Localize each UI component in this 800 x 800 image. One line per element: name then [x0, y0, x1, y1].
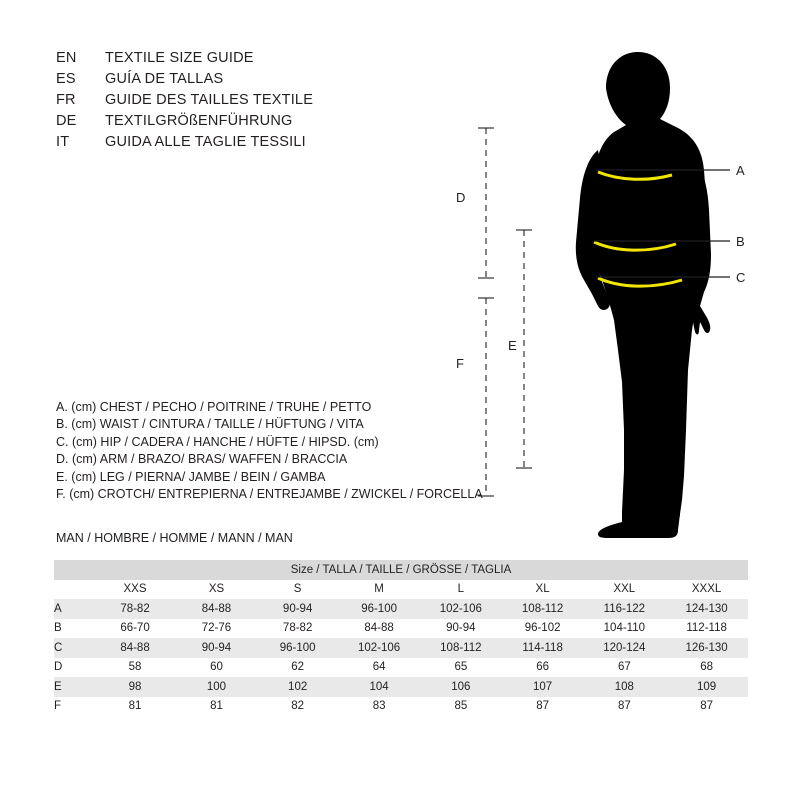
- title-text-en: TEXTILE SIZE GUIDE: [105, 50, 254, 66]
- column-xxxl: XXXL: [665, 580, 748, 600]
- body-diagram: [430, 30, 770, 540]
- row-label-b: B: [54, 619, 94, 639]
- cell-e-xxs: 98: [94, 677, 176, 697]
- table-row: [54, 677, 748, 697]
- cell-e-s: 102: [257, 677, 338, 697]
- marker-label-f: F: [456, 356, 464, 371]
- cell-e-xl: 107: [502, 677, 584, 697]
- column-s: S: [257, 580, 338, 600]
- table-header-label: Size / TALLA / TAILLE / GRÖSSE / TAGLIA: [54, 560, 748, 580]
- column-xs: XS: [176, 580, 257, 600]
- title-lang-de: DE: [56, 113, 77, 129]
- cell-a-l: 102-106: [420, 599, 502, 619]
- table-row: [54, 638, 748, 658]
- cell-a-xxl: 116-122: [583, 599, 665, 619]
- cell-f-xl: 87: [502, 697, 584, 717]
- cell-d-s: 62: [257, 658, 338, 678]
- cell-e-m: 104: [338, 677, 420, 697]
- title-row-fr: [56, 92, 476, 113]
- title-row-en: [56, 50, 476, 71]
- title-block: [56, 50, 476, 155]
- table-header-row: [54, 560, 748, 580]
- cell-b-xs: 72-76: [176, 619, 257, 639]
- dimension-d: [478, 128, 494, 278]
- cell-f-l: 85: [420, 697, 502, 717]
- legend-item-b: B. (cm) WAIST / CINTURA / TAILLE / HÜFTUNG / VITA: [56, 417, 364, 432]
- dimension-e: [516, 230, 532, 468]
- cell-a-m: 96-100: [338, 599, 420, 619]
- column-xl: XL: [502, 580, 584, 600]
- table-row: [54, 599, 748, 619]
- cell-d-xxl: 67: [583, 658, 665, 678]
- cell-c-xl: 114-118: [502, 638, 584, 658]
- column-xxl: XXL: [583, 580, 665, 600]
- cell-b-xxxl: 112-118: [665, 619, 748, 639]
- cell-e-xs: 100: [176, 677, 257, 697]
- cell-b-s: 78-82: [257, 619, 338, 639]
- cell-f-xxxl: 87: [665, 697, 748, 717]
- cell-e-xxl: 108: [583, 677, 665, 697]
- marker-label-c: C: [736, 270, 746, 285]
- cell-a-xxs: 78-82: [94, 599, 176, 619]
- row-label-e: E: [54, 677, 94, 697]
- title-text-de: TEXTILGRÖßENFÜHRUNG: [105, 113, 293, 129]
- column-xxs: XXS: [94, 580, 176, 600]
- cell-f-xxl: 87: [583, 697, 665, 717]
- table-row: [54, 697, 748, 717]
- cell-f-xs: 81: [176, 697, 257, 717]
- cell-b-xl: 96-102: [502, 619, 584, 639]
- legend-item-c: C. (cm) HIP / CADERA / HANCHE / HÜFTE / HIPSD. (cm): [56, 434, 379, 449]
- cell-c-xxs: 84-88: [94, 638, 176, 658]
- cell-c-xxl: 120-124: [583, 638, 665, 658]
- row-label-f: F: [54, 697, 94, 717]
- table-row: [54, 619, 748, 639]
- legend-item-d: D. (cm) ARM / BRAZO/ BRAS/ WAFFEN / BRACCIA: [56, 452, 348, 467]
- size-table: [54, 560, 748, 716]
- cell-c-xxxl: 126-130: [665, 638, 748, 658]
- cell-a-xs: 84-88: [176, 599, 257, 619]
- title-lang-es: ES: [56, 71, 76, 87]
- column-m: M: [338, 580, 420, 600]
- title-lang-en: EN: [56, 50, 77, 66]
- dimension-f: [478, 298, 494, 496]
- cell-e-l: 106: [420, 677, 502, 697]
- cell-a-s: 90-94: [257, 599, 338, 619]
- column-blank: [54, 580, 94, 600]
- title-row-es: [56, 71, 476, 92]
- cell-d-xxs: 58: [94, 658, 176, 678]
- cell-b-l: 90-94: [420, 619, 502, 639]
- title-text-es: GUÍA DE TALLAS: [105, 71, 224, 87]
- marker-label-d: D: [456, 190, 466, 205]
- cell-c-l: 108-112: [420, 638, 502, 658]
- cell-f-m: 83: [338, 697, 420, 717]
- gender-label: MAN / HOMBRE / HOMME / MANN / MAN: [56, 531, 293, 545]
- title-text-it: GUIDA ALLE TAGLIE TESSILI: [105, 134, 306, 150]
- cell-d-xxxl: 68: [665, 658, 748, 678]
- cell-d-m: 64: [338, 658, 420, 678]
- cell-f-xxs: 81: [94, 697, 176, 717]
- cell-c-m: 102-106: [338, 638, 420, 658]
- cell-d-l: 65: [420, 658, 502, 678]
- title-lang-fr: FR: [56, 92, 76, 108]
- table-row: [54, 658, 748, 678]
- cell-b-xxs: 66-70: [94, 619, 176, 639]
- row-label-c: C: [54, 638, 94, 658]
- table-column-row: [54, 580, 748, 600]
- size-table-wrapper: [54, 560, 748, 716]
- cell-d-xl: 66: [502, 658, 584, 678]
- title-lang-it: IT: [56, 134, 70, 150]
- cell-c-xs: 90-94: [176, 638, 257, 658]
- cell-b-xxl: 104-110: [583, 619, 665, 639]
- legend-item-a: A. (cm) CHEST / PECHO / POITRINE / TRUHE / PETTO: [56, 400, 372, 414]
- cell-a-xl: 108-112: [502, 599, 584, 619]
- legend-item-f: F. (cm) CROTCH/ ENTREPIERNA / ENTREJAMBE / ZWICKEL / FORCELLA: [56, 486, 483, 501]
- cell-e-xxxl: 109: [665, 677, 748, 697]
- cell-d-xs: 60: [176, 658, 257, 678]
- marker-label-a: A: [736, 163, 745, 178]
- cell-a-xxxl: 124-130: [665, 599, 748, 619]
- cell-f-s: 82: [257, 697, 338, 717]
- cell-b-m: 84-88: [338, 619, 420, 639]
- title-row-it: [56, 134, 476, 155]
- title-text-fr: GUIDE DES TAILLES TEXTILE: [105, 92, 314, 108]
- legend-item-e: E. (cm) LEG / PIERNA/ JAMBE / BEIN / GAMBA: [56, 469, 326, 484]
- male-silhouette: [576, 52, 711, 538]
- cell-c-s: 96-100: [257, 638, 338, 658]
- row-label-d: D: [54, 658, 94, 678]
- title-row-de: [56, 113, 476, 134]
- column-l: L: [420, 580, 502, 600]
- marker-label-e: E: [508, 338, 517, 353]
- marker-label-b: B: [736, 234, 745, 249]
- row-label-a: A: [54, 599, 94, 619]
